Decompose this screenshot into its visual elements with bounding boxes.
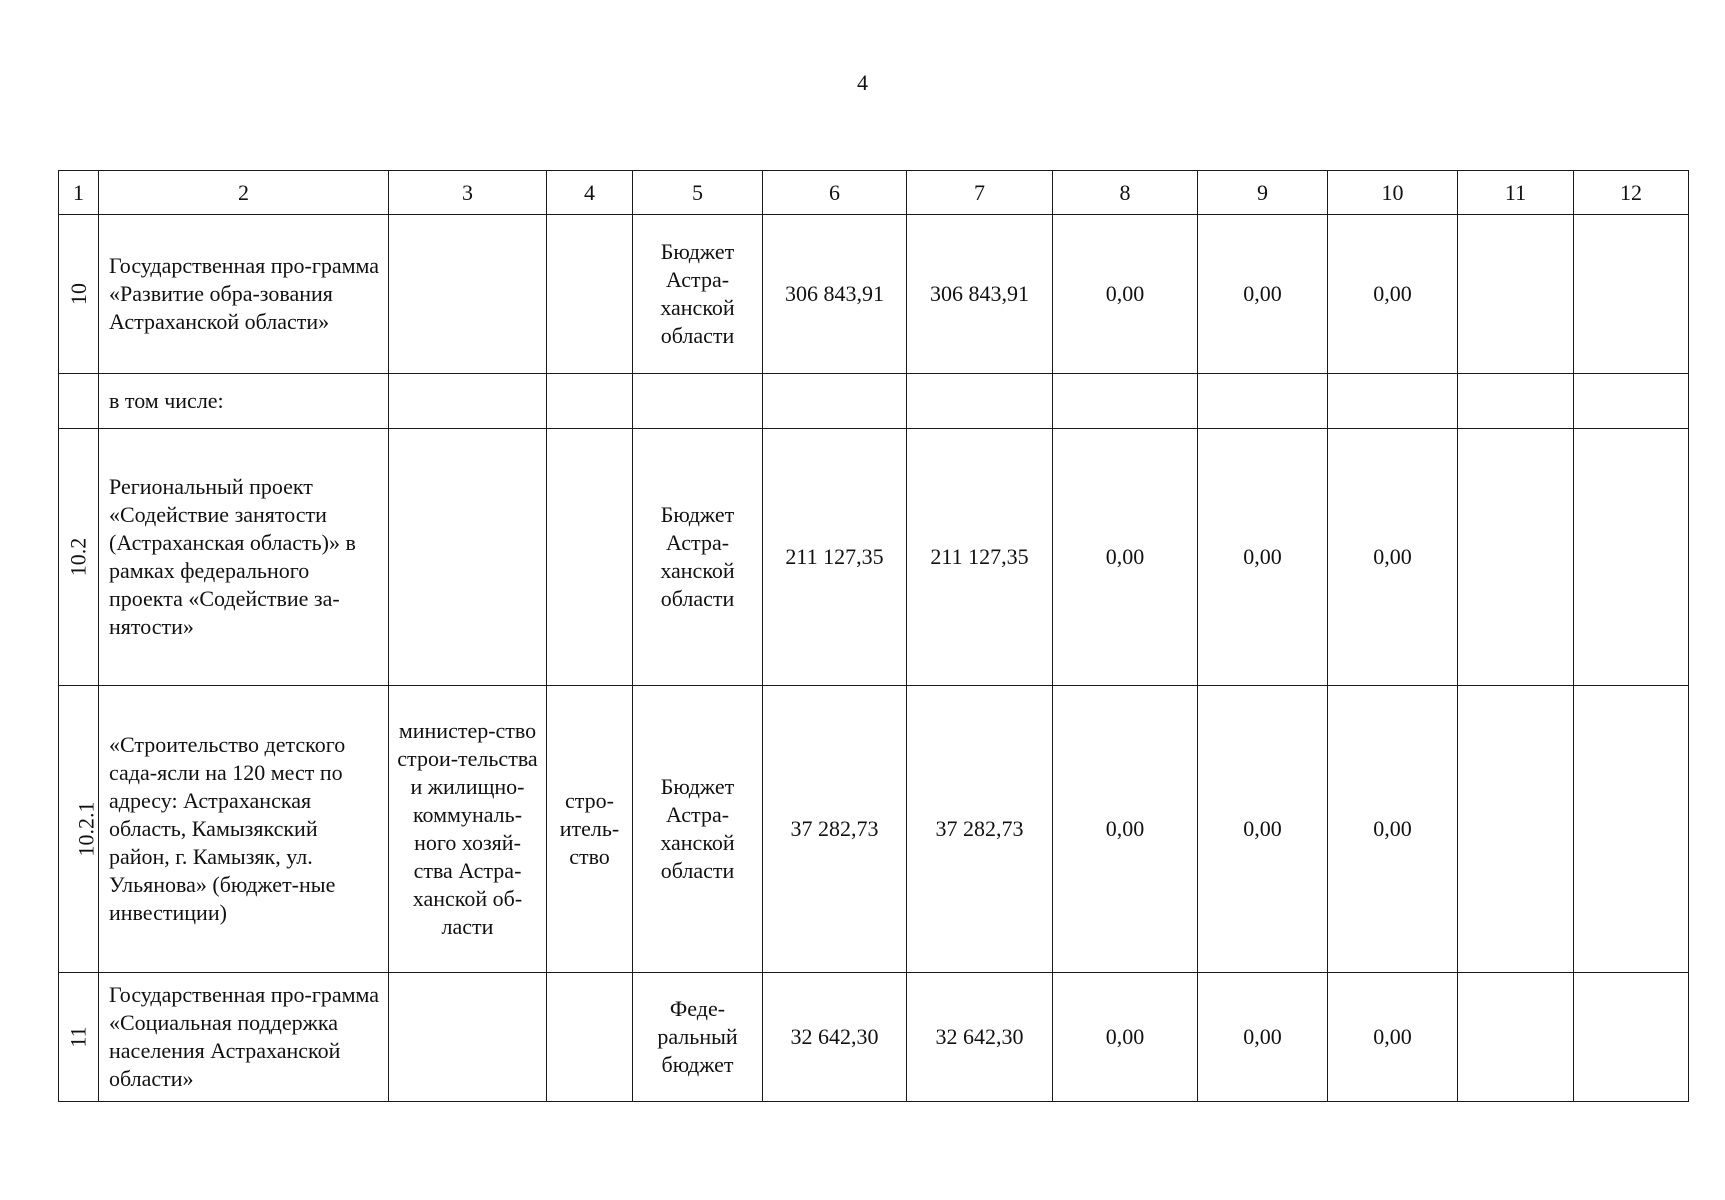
executor-cell [389,374,547,429]
row-number: 10.2.1 [73,801,99,857]
value-cell [1458,429,1574,686]
value-cell [763,374,907,429]
column-header: 7 [907,171,1053,215]
value-cell: 0,00 [1053,215,1198,374]
value-cell [907,374,1053,429]
row-number-cell [59,686,99,973]
value-cell: 0,00 [1328,429,1458,686]
column-header: 4 [547,171,633,215]
value-cell: 306 843,91 [763,215,907,374]
type-cell [547,374,633,429]
funding-source: Бюджет Астра-ханской области [633,686,763,973]
header-row [59,171,1689,215]
type-cell [547,973,633,1102]
type-cell [547,215,633,374]
value-cell: 0,00 [1053,429,1198,686]
row-number-cell [59,215,99,374]
value-cell: 0,00 [1053,973,1198,1102]
value-cell [1574,215,1689,374]
column-header: 10 [1328,171,1458,215]
program-name: «Строительство детского сада-ясли на 120 мест по адресу: Астраханская область, Камызякский район, г. Камызяк, ул. Ульянова» (бюджет-ные инвестиции) [99,686,389,973]
table-row [59,215,1689,374]
budget-table [58,170,1689,1102]
executor-cell [389,429,547,686]
column-header: 9 [1198,171,1328,215]
column-header: 11 [1458,171,1574,215]
value-cell [1458,973,1574,1102]
table-row [59,374,1689,429]
value-cell [1053,374,1198,429]
executor-cell [389,215,547,374]
column-header: 3 [389,171,547,215]
column-header: 5 [633,171,763,215]
value-cell: 0,00 [1328,215,1458,374]
value-cell: 32 642,30 [907,973,1053,1102]
value-cell: 211 127,35 [763,429,907,686]
row-number: 10 [65,283,91,305]
value-cell: 37 282,73 [907,686,1053,973]
program-name: Государственная про-грамма «Развитие обра-зования Астраханской области» [99,215,389,374]
program-name: Региональный проект «Содействие занятости (Астраханская область)» в рамках федерального проекта «Содействие за-нятости» [99,429,389,686]
value-cell [1574,429,1689,686]
value-cell [1574,973,1689,1102]
column-header: 8 [1053,171,1198,215]
value-cell: 0,00 [1198,429,1328,686]
funding-source: Бюджет Астра-ханской области [633,215,763,374]
value-cell: 306 843,91 [907,215,1053,374]
executor-cell [389,973,547,1102]
value-cell [1458,374,1574,429]
value-cell: 0,00 [1328,686,1458,973]
row-number: 11 [65,1026,91,1048]
page-number: 4 [857,70,868,95]
funding-source [633,374,763,429]
column-header: 12 [1574,171,1689,215]
value-cell [1458,686,1574,973]
table-row [59,973,1689,1102]
value-cell: 0,00 [1328,973,1458,1102]
table-row [59,686,1689,973]
value-cell: 0,00 [1053,686,1198,973]
type-cell: стро-итель-ство [547,686,633,973]
value-cell [1198,374,1328,429]
value-cell: 32 642,30 [763,973,907,1102]
funding-source: Феде-ральный бюджет [633,973,763,1102]
row-number-cell [59,973,99,1102]
funding-source: Бюджет Астра-ханской области [633,429,763,686]
program-name: в том числе: [99,374,389,429]
column-header: 6 [763,171,907,215]
column-header: 2 [99,171,389,215]
value-cell: 0,00 [1198,686,1328,973]
row-number-cell [59,429,99,686]
row-number-cell [59,374,99,429]
table-row [59,429,1689,686]
value-cell [1458,215,1574,374]
column-header: 1 [59,171,99,215]
value-cell: 211 127,35 [907,429,1053,686]
type-cell [547,429,633,686]
program-name: Государственная про-грамма «Социальная поддержка населения Астраханской области» [99,973,389,1102]
value-cell: 0,00 [1198,215,1328,374]
executor-cell: министер-ство строи-тельства и жилищно-коммуналь-ного хозяй-ства Астра-ханской об-ласти [389,686,547,973]
value-cell [1574,686,1689,973]
value-cell [1574,374,1689,429]
value-cell [1328,374,1458,429]
row-number: 10.2 [65,537,91,577]
value-cell: 0,00 [1198,973,1328,1102]
value-cell: 37 282,73 [763,686,907,973]
